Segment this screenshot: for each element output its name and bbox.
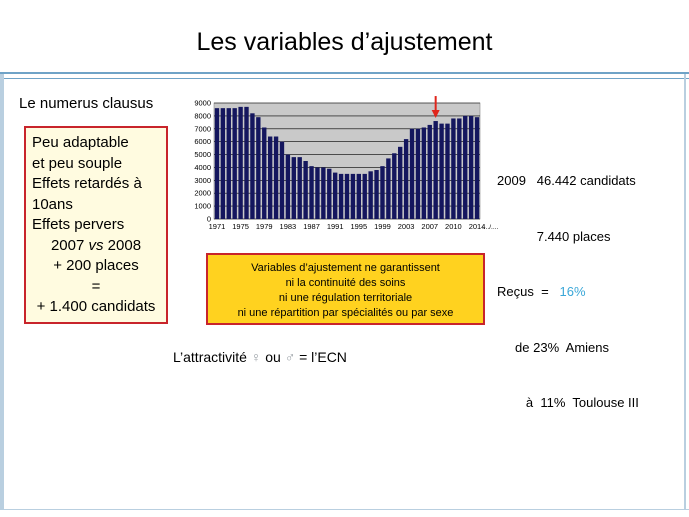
trailing-label: ..../.... xyxy=(482,224,499,231)
bar xyxy=(333,173,337,219)
attractivity-line xyxy=(173,349,347,365)
bar xyxy=(327,169,331,219)
bar xyxy=(286,155,290,219)
bar xyxy=(451,118,455,219)
left-border xyxy=(0,74,4,510)
comparison-line xyxy=(32,236,166,257)
bar xyxy=(475,117,479,219)
bar xyxy=(303,161,307,219)
right-border xyxy=(684,74,686,510)
bar xyxy=(416,129,420,219)
bar xyxy=(410,129,414,219)
y-tick-label: 4000 xyxy=(194,162,211,172)
x-tick-label: 2007 xyxy=(421,222,439,231)
bar xyxy=(244,107,248,219)
bar xyxy=(357,174,361,219)
male-symbol-icon: ♂ xyxy=(284,349,296,365)
warning-line: ni une régulation territoriale xyxy=(278,292,413,304)
x-tick-label: 1991 xyxy=(326,222,344,231)
bar xyxy=(392,153,396,219)
effects-box xyxy=(24,126,168,324)
x-tick-label: 1979 xyxy=(255,222,273,231)
bar xyxy=(469,116,473,219)
warning-box xyxy=(206,253,485,325)
bar xyxy=(233,108,237,219)
warning-line: Variables d’ajustement ne garantissent xyxy=(251,262,440,274)
effects-line: et peu souple xyxy=(32,154,123,172)
stats-line: de 23% Amiens xyxy=(497,339,610,355)
stats-block xyxy=(497,135,639,431)
x-tick-label: 1995 xyxy=(350,222,368,231)
effects-line: + 200 places xyxy=(53,257,139,274)
bar xyxy=(380,166,384,219)
y-tick-label: 1000 xyxy=(194,201,211,211)
year-2007: 2007 xyxy=(50,236,85,254)
bar xyxy=(256,117,260,219)
x-tick-label: 1971 xyxy=(208,222,226,231)
bar xyxy=(274,137,278,219)
header-rule-thin xyxy=(0,78,689,79)
bar xyxy=(298,157,302,219)
bar xyxy=(292,157,296,219)
x-tick-label: 1987 xyxy=(303,222,320,231)
y-tick-label: 8000 xyxy=(194,111,211,121)
received-value: 16% xyxy=(559,284,586,299)
bar xyxy=(386,158,390,219)
header-rule xyxy=(0,72,689,74)
warning-line: ni la continuité des soins xyxy=(285,277,406,289)
attractivity-suffix: = l’ECN xyxy=(295,349,347,365)
bar xyxy=(439,124,443,219)
x-tick-label: 2003 xyxy=(397,222,415,231)
y-tick-label: 7000 xyxy=(194,124,211,134)
bar xyxy=(445,124,449,219)
numerus-clausus-chart xyxy=(192,96,512,236)
bar xyxy=(238,107,242,219)
bar xyxy=(457,118,461,219)
y-tick-label: 6000 xyxy=(194,137,211,147)
bar xyxy=(363,174,367,219)
x-tick-label: 2014 xyxy=(468,222,486,231)
bar xyxy=(215,108,219,219)
bar xyxy=(280,142,284,219)
effects-line: + 1.400 candidats xyxy=(36,298,156,315)
stats-line: 2009 46.442 candidats xyxy=(497,173,636,188)
y-tick-label: 5000 xyxy=(194,150,211,160)
y-tick-label: 0 xyxy=(206,214,211,224)
bar xyxy=(321,167,325,219)
effects-line: = xyxy=(91,277,101,295)
y-tick-label: 2000 xyxy=(194,188,211,198)
attractivity-middle: ou xyxy=(261,349,285,365)
effects-line: Effets retardés à xyxy=(32,175,142,192)
effects-line: Peu adaptable xyxy=(32,134,129,151)
female-symbol-icon: ♀ xyxy=(250,349,262,365)
y-tick-label: 9000 xyxy=(194,98,211,108)
stats-line: à 11% Toulouse III xyxy=(497,395,639,410)
versus-text: vs xyxy=(88,236,104,254)
effects-line: Effets pervers xyxy=(32,216,125,233)
bar xyxy=(428,125,432,219)
attractivity-prefix: L’attractivité xyxy=(173,349,251,365)
slide-subtitle: Le numerus clausus xyxy=(19,95,154,112)
stats-line: 7.440 places xyxy=(497,228,611,244)
effects-line: 10ans xyxy=(32,195,73,213)
y-tick-label: 3000 xyxy=(194,175,211,185)
bar xyxy=(433,121,437,219)
bar xyxy=(368,171,372,219)
bar xyxy=(404,139,408,219)
bar xyxy=(227,108,231,219)
bar xyxy=(422,127,426,219)
warning-line: ni une répartition par spécialités ou par sexe xyxy=(237,307,454,319)
x-tick-label: 1999 xyxy=(374,222,391,231)
stats-line xyxy=(497,283,639,302)
x-tick-label: 1983 xyxy=(279,222,297,231)
x-tick-label: 1975 xyxy=(232,222,249,231)
bar xyxy=(221,108,225,219)
bar xyxy=(250,113,254,219)
bar xyxy=(268,137,272,219)
received-label: Reçus = xyxy=(497,284,560,299)
bar xyxy=(463,116,467,219)
bar xyxy=(374,170,378,219)
bar xyxy=(398,147,402,219)
slide-title: Les variables d’ajustement xyxy=(196,28,493,56)
bar xyxy=(345,174,349,219)
x-tick-label: 2010 xyxy=(445,222,462,231)
bar xyxy=(339,174,343,219)
bottom-border xyxy=(0,509,689,510)
bar xyxy=(309,166,313,219)
bar xyxy=(262,127,266,219)
year-2008: 2008 xyxy=(107,236,142,254)
bar xyxy=(315,167,319,219)
bar xyxy=(351,174,355,219)
